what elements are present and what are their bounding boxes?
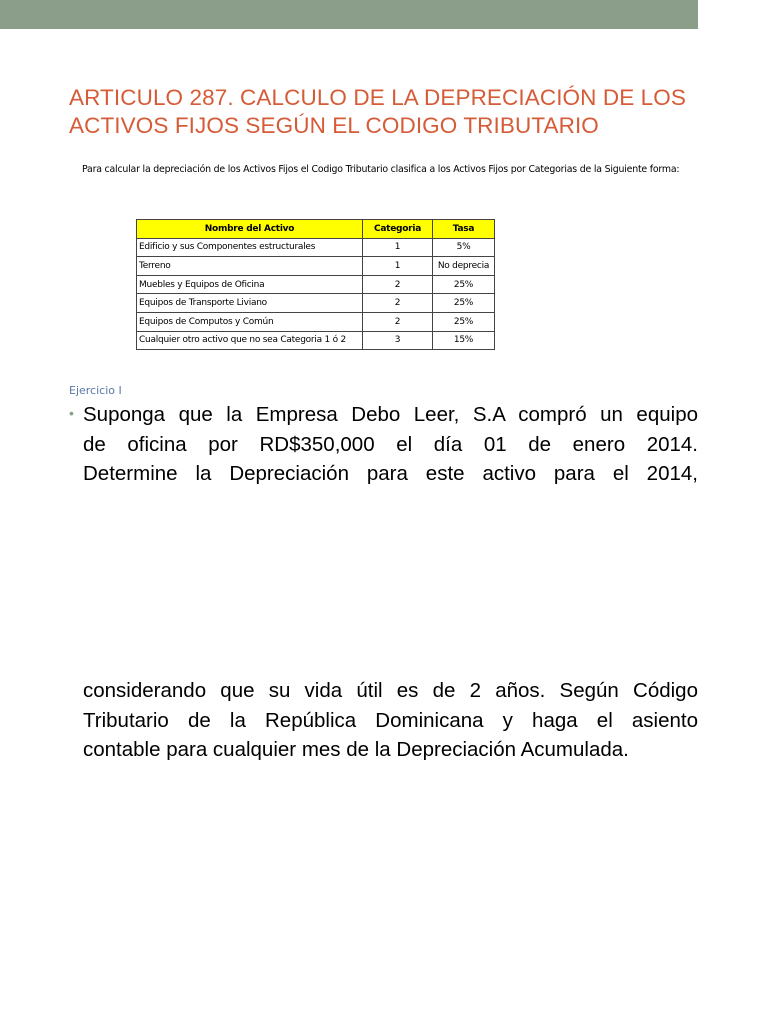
slide-title: ARTICULO 287. CALCULO DE LA DEPRECIACIÓN DE LOS ACTIVOS FIJOS SEGÚN EL CODIGO TRIBUTARIO	[69, 85, 686, 138]
paragraph-line: Tributario de la República Dominicana y haga el asiento	[83, 708, 698, 732]
category-cell: 1	[363, 238, 433, 257]
category-cell: 2	[363, 294, 433, 313]
rate-cell: 5%	[433, 238, 495, 257]
exercise-label: Ejercicio I	[69, 384, 122, 397]
paragraph-line: contable para cualquier mes de la Depreciación Acumulada.	[83, 738, 629, 761]
rate-cell: No deprecia	[433, 257, 495, 276]
paragraph-line: Suponga que la Empresa Debo Leer, S.A compró un equipo	[83, 403, 698, 426]
top-accent-bar	[0, 0, 698, 29]
rate-cell: 25%	[433, 275, 495, 294]
category-cell: 3	[363, 331, 433, 350]
rate-cell: 15%	[433, 331, 495, 350]
column-header-category: Categoria	[363, 220, 433, 239]
table-row	[137, 238, 495, 257]
rate-cell: 25%	[433, 312, 495, 331]
category-cell: 2	[363, 275, 433, 294]
depreciation-category-table	[136, 219, 495, 350]
column-header-rate: Tasa	[433, 220, 495, 239]
table-row	[137, 331, 495, 350]
table-header-row	[137, 220, 495, 239]
paragraph-line: Determine la Depreciación para este activo para el 2014,	[83, 462, 698, 485]
asset-name-cell: Equipos de Transporte Liviano	[137, 294, 363, 313]
category-cell: 2	[363, 312, 433, 331]
table-row	[137, 275, 495, 294]
column-header-asset-name: Nombre del Activo	[137, 220, 363, 239]
asset-name-cell: Cualquier otro activo que no sea Categoria 1 ó 2	[137, 331, 363, 350]
paragraph-line: de oficina por RD$350,000 el día 01 de enero 2014.	[83, 432, 698, 456]
paragraph-line: considerando que su vida útil es de 2 años. Según Código	[83, 679, 698, 702]
asset-name-cell: Equipos de Computos y Común	[137, 312, 363, 331]
table-row	[137, 294, 495, 313]
exercise-paragraph-part1	[83, 400, 698, 489]
category-cell: 1	[363, 257, 433, 276]
rate-cell: 25%	[433, 294, 495, 313]
asset-name-cell: Edificio y sus Componentes estructurales	[137, 238, 363, 257]
asset-name-cell: Terreno	[137, 257, 363, 276]
bullet-marker: •	[69, 405, 74, 421]
table-row	[137, 312, 495, 331]
table-row	[137, 257, 495, 276]
intro-text: Para calcular la depreciación de los Activos Fijos el Codigo Tributario clasifica a los Activos Fijos por Categorias de la Siguiente forma:	[82, 164, 680, 175]
exercise-paragraph-part2	[83, 676, 698, 765]
asset-name-cell: Muebles y Equipos de Oficina	[137, 275, 363, 294]
